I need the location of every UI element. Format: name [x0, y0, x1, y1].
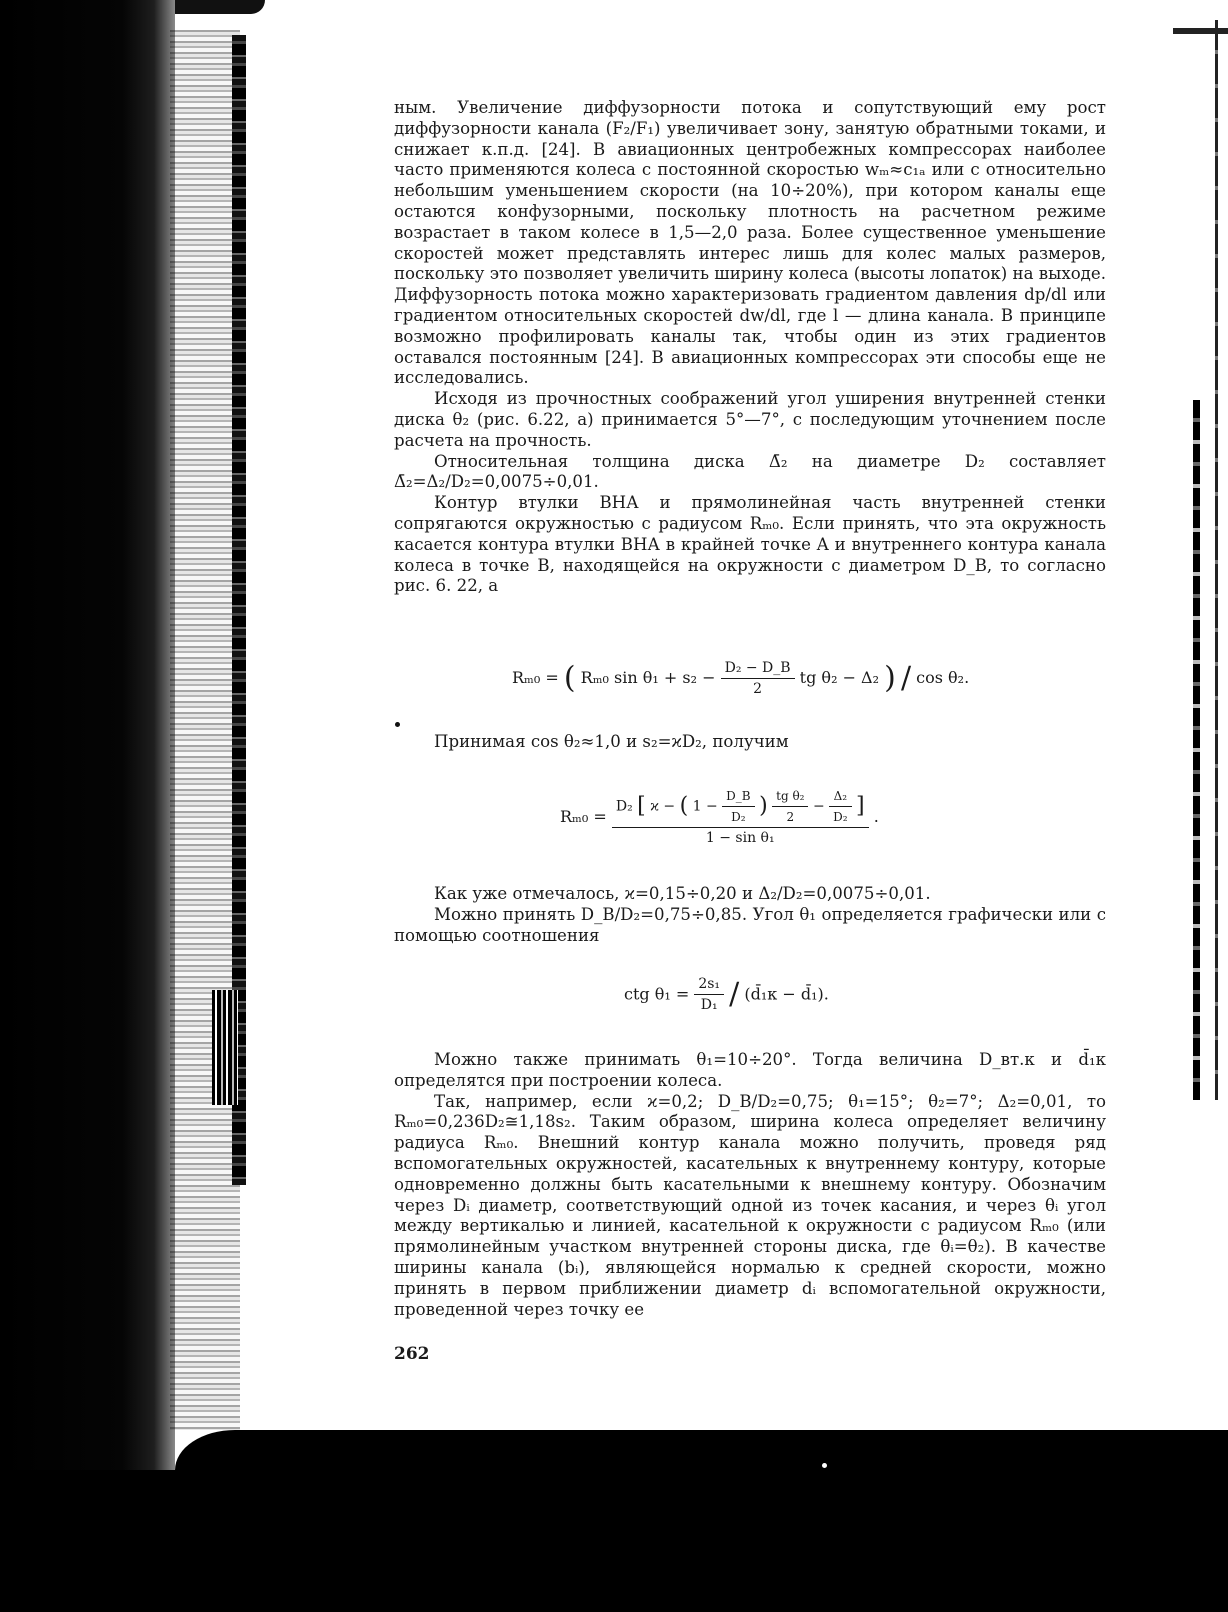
page-body — [394, 98, 1106, 597]
paren-close: ) — [759, 793, 768, 819]
paragraph: Исходя из прочностных соображений угол уширения внутренней стенки диска θ₂ (рис. 6.22, а) принимается 5°—7°, с последующим уточнением после расчета на прочность. — [394, 389, 1106, 450]
scan-speck — [822, 1463, 827, 1468]
fraction-denominator: 2 — [786, 810, 795, 824]
page-body-3 — [394, 884, 1106, 946]
fraction-denominator: D₂ — [833, 810, 848, 824]
scan-bottom-shadow — [0, 1470, 1228, 1612]
fraction-numerator: D₂ − D_B — [721, 658, 795, 679]
scan-right-edge-artifact — [1193, 400, 1200, 1100]
scan-top-right-edge — [1173, 28, 1228, 34]
division-slash: / — [729, 976, 740, 1012]
scan-left-shadow — [0, 0, 175, 1612]
fraction-denominator: D₁ — [700, 997, 718, 1013]
formula-term: 1 − — [692, 798, 718, 815]
formula-lhs: Rₘ₀ = — [512, 668, 564, 687]
fraction-numerator: D_B — [722, 786, 754, 807]
formula-term: − — [812, 798, 825, 815]
formula-term: Rₘ₀ sin θ₁ + s₂ − — [580, 668, 716, 687]
page-number: 262 — [394, 1344, 430, 1364]
bracket-close: ] — [856, 793, 865, 819]
paragraph: Можно принять D_B/D₂=0,75÷0,85. Угол θ₁ определяется графически или с помощью соотношения — [394, 904, 1106, 945]
formula-ctg-theta1 — [624, 974, 829, 1015]
formula-term: tg θ₂ − Δ₂ — [799, 668, 880, 687]
scan-top-shadow — [175, 0, 265, 14]
fraction-numerator: tg θ₂ — [772, 786, 808, 807]
formula-inner-fraction — [772, 786, 808, 827]
formula-fraction — [721, 658, 795, 699]
fraction-denominator: 1 − sin θ₁ — [705, 830, 775, 846]
paren-close: ) — [884, 660, 896, 696]
paragraph: Можно также принимать θ₁=10÷20°. Тогда величина D_вт.к и d̄₁к определятся при построении колеса. — [394, 1050, 1106, 1090]
paragraph: Как уже отмечалось, ϰ=0,15÷0,20 и Δ₂/D₂=0,0075÷0,01. — [434, 884, 931, 903]
fraction-denominator: D₂ — [731, 810, 746, 824]
division-slash: / — [900, 660, 912, 696]
scan-speck — [395, 722, 400, 727]
fraction-numerator — [612, 786, 869, 828]
fraction-numerator: 2s₁ — [694, 974, 724, 995]
paren-open: ( — [563, 660, 576, 696]
scan-right-edge — [1215, 20, 1218, 1100]
formula-term: . — [873, 807, 879, 826]
scan-left-noise — [170, 30, 240, 1430]
fraction-denominator: 2 — [753, 681, 763, 697]
paragraph: ным. Увеличение диффузорности потока и сопутствующий ему рост диффузорности канала (F₂/F₁) увеличивает зону, занятую обратными токами, и снижает к.п.д. [24]. В авиационных центробежных компрессорах наиболее часто применяются колеса с постоянной скоростью wₘ≈c₁ₐ или с относительно небольшим уменьшением скорости (на 10÷20%), при котором каналы еще остаются конфузорными, поскольку плотность на расчетном режиме возрастает в таком колесе в 1,5—2,0 раза. Более существенное уменьшение скоростей может представлять интерес лишь для колес малых размеров, поскольку это позволяет увеличить ширину колеса (высоты лопаток) на выходе. Диффузорность потока можно характеризовать градиентом давления dp/dl или градиентом относительных скоростей dw/dl, где l — длина канала. В принципе возможно профилировать каналы так, чтобы один из этих градиентов оставался постоянным [24]. В авиационных компрессорах эти способы еще не исследовались. — [394, 98, 1106, 388]
formula-term: D₂ — [615, 798, 633, 815]
formula-rm0-general — [512, 658, 969, 699]
paragraph: Контур втулки ВНА и прямолинейная часть внутренней стенки сопрягаются окружностью с радиусом Rₘ₀. Если принять, что эта окружность касается контура втулки ВНА в крайней точке A и внутреннего контура канала колеса в точке B, находящейся на окружности с диаметром D_B, то согласно рис. 6. 22, а — [394, 493, 1106, 596]
formula-rm0-simplified — [560, 786, 879, 848]
paragraph: Так, например, если ϰ=0,2; D_B/D₂=0,75; θ₁=15°; θ₂=7°; Δ₂=0,01, то Rₘ₀=0,236D₂≅1,18s₂. Таким образом, ширина колеса определяет величину радиуса Rₘ₀. Внешний контур канала можно получить, проведя ряд вспомогательных окружностей, касательных к внутреннему контуру, которые одновременно должны быть касательными к внешнему контуру. Обозначим через Dᵢ диаметр, соответствующий одной из точек касания, и через θᵢ угол между вертикалью и линией, касательной к окружности с радиусом Rₘ₀ (или прямолинейным участком внутренней стороны диска, где θᵢ=θ₂). В качестве ширины канала (bᵢ), являющейся нормалью к средней скорости, можно принять в первом приближении диаметр dᵢ вспомогательной окружности, проведенной через точку ее — [394, 1091, 1106, 1319]
formula-term: (d̄₁к − d̄₁). — [744, 984, 829, 1004]
page-body-4 — [394, 1050, 1106, 1320]
paragraph: Относительная толщина диска Δ̄₂ на диаметре D₂ составляет Δ̄₂=Δ₂/D₂=0,0075÷0,01. — [394, 451, 1106, 492]
formula-inner-fraction — [722, 786, 754, 827]
paren-open: ( — [679, 793, 689, 819]
bracket-open: [ — [637, 793, 646, 819]
formula-lhs: ctg θ₁ = — [624, 984, 695, 1004]
page-body-2 — [394, 732, 1106, 753]
formula-term: cos θ₂. — [916, 668, 970, 687]
fraction-numerator: Δ₂ — [829, 786, 851, 807]
formula-inner-fraction — [829, 786, 851, 827]
formula-term: ϰ − — [650, 798, 676, 815]
scan-spine-artifact — [212, 990, 238, 1105]
formula-fraction — [694, 974, 724, 1015]
paragraph: Принимая cos θ₂≈1,0 и s₂=ϰD₂, получим — [434, 732, 789, 751]
formula-lhs: Rₘ₀ = — [560, 807, 612, 826]
formula-main-fraction — [612, 786, 869, 848]
